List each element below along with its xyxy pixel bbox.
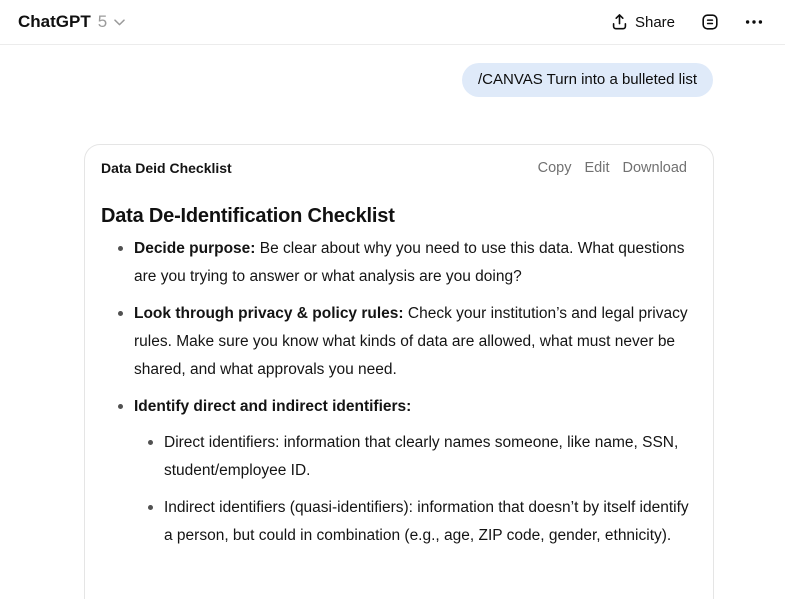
list-item [101,393,697,550]
list-item-text: Be clear about why you need to use this data. What questions are you trying to answer or what analysis are you doing? [134,240,685,285]
list-item [101,300,697,384]
chevron-down-icon [114,19,125,26]
canvas-doc-title: Data Deid Checklist [101,160,232,176]
share-label: Share [634,13,675,31]
ellipsis-icon [745,19,763,25]
chat-area [0,63,785,97]
list-item-text: Check your institution’s and legal privacy rules. Make sure you know what kinds of data are allowed, what must never be shared, and what approvals you need. [134,305,688,378]
checklist [101,235,697,550]
share-button[interactable] [603,7,683,37]
document-heading: Data De-Identification Checklist [101,205,395,227]
sub-list-item: Indirect identifiers (quasi-identifiers): information that doesn’t by itself identify a person, but could in combination (e.g., age, ZIP code, gender, ethnicity). [134,494,697,550]
canvas-icon [701,13,719,31]
copy-button[interactable]: Copy [537,160,572,176]
document-body [101,203,697,550]
user-message-bubble: /CANVAS Turn into a bulleted list [462,63,713,97]
more-options-button[interactable] [737,6,771,38]
canvas-card-header [101,159,697,177]
list-item-bold: Look through privacy & policy rules: [134,305,404,322]
download-button[interactable]: Download [622,160,687,176]
list-item-bold: Identify direct and indirect identifiers: [134,398,412,415]
sub-list-item: Direct identifiers: information that clearly names someone, like name, SSN, student/employee ID. [134,429,697,485]
canvas-card [84,144,714,599]
model-selector[interactable] [16,8,127,36]
top-bar-actions [603,6,771,38]
canvas-button[interactable] [693,6,727,38]
app-name: ChatGPT [18,12,91,31]
top-bar [0,0,785,45]
list-item-bold: Decide purpose: [134,240,256,257]
canvas-actions [538,160,697,176]
upload-icon [611,13,628,31]
list-item [101,235,697,291]
model-version: 5 [97,12,108,31]
sub-checklist [134,429,697,550]
edit-button[interactable]: Edit [584,160,610,176]
